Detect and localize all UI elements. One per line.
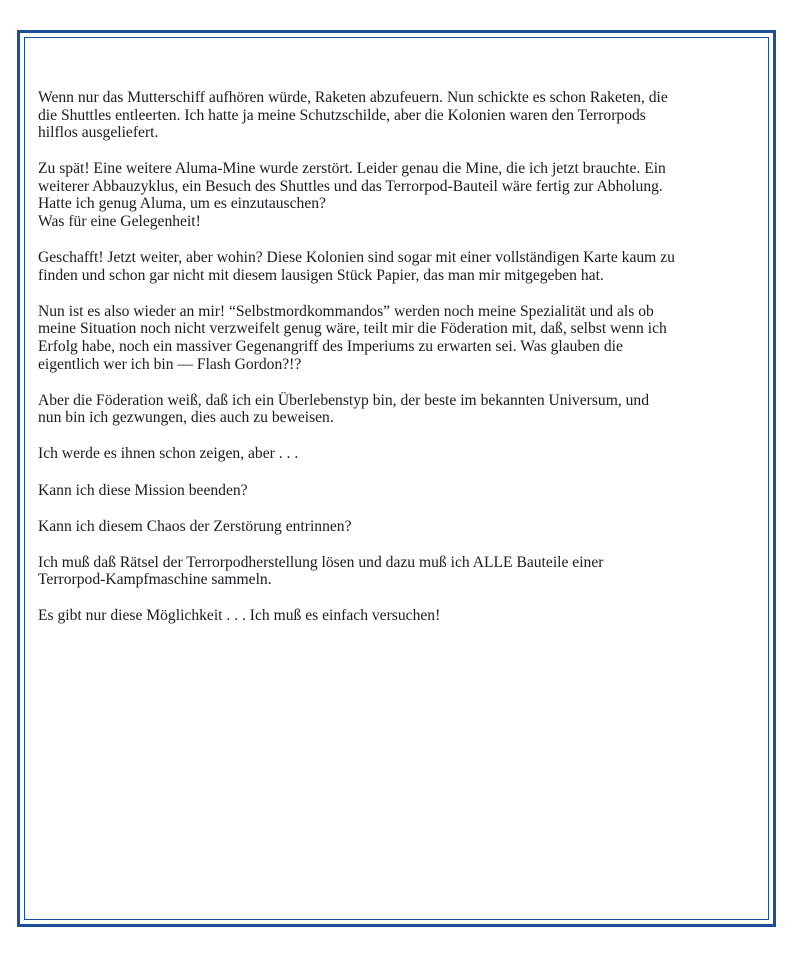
paragraph-line: nun bin ich gezwungen, dies auch zu beweisen. [38,409,334,427]
paragraph-line: eigentlich wer ich bin — Flash Gordon?!? [38,355,302,373]
paragraph-8 [38,518,758,536]
paragraph-line: die Shuttles entleerten. Ich hatte ja meine Schutzschilde, aber die Kolonien waren den Terrorpods [38,106,646,124]
paragraph-line: Aber die Föderation weiß, daß ich ein Überlebenstyp bin, der beste im bekannten Universum, und [38,391,650,409]
paragraph-3 [38,249,758,284]
paragraph-7 [38,482,758,500]
paragraph-line: Was für eine Gelegenheit! [38,213,201,231]
paragraph-line: Es gibt nur diese Möglichkeit . . . Ich muß es einfach versuchen! [38,607,441,625]
paragraph-line: Zu spät! Eine weitere Aluma-Mine wurde zerstört. Leider genau die Mine, die ich jetzt brauchte. Ein [38,160,666,178]
paragraph-line: Erfolg habe, noch ein massiver Gegenangriff des Imperiums zu erwarten sei. Was glauben die [38,338,623,356]
paragraph-line: weiterer Abbauzyklus, ein Besuch des Shuttles und das Terrorpod-Bauteil wäre fertig zur Abholung. [38,177,663,195]
paragraph-line: Ich werde es ihnen schon zeigen, aber . . . [38,445,299,463]
paragraph-4 [38,303,758,373]
paragraph-line: Kann ich diesem Chaos der Zerstörung entrinnen? [38,517,352,535]
paragraph-line: Nun ist es also wieder an mir! “Selbstmordkommandos” werden noch meine Spezialität und als ob [38,302,654,320]
paragraph-line: finden und schon gar nicht mit diesem lausigen Stück Papier, das man mir mitgegeben hat. [38,266,604,284]
paragraph-line: Hatte ich genug Aluma, um es einzutauschen? [38,195,326,213]
paragraph-line: hilflos ausgeliefert. [38,124,159,142]
paragraph-line: Kann ich diese Mission beenden? [38,481,248,499]
paragraph-2 [38,160,758,230]
paragraph-1 [38,89,758,142]
story-text [38,89,758,643]
paragraph-9 [38,554,758,589]
paragraph-line: Wenn nur das Mutterschiff aufhören würde, Raketen abzufeuern. Nun schickte es schon Raketen, die [38,89,668,106]
paragraph-line: Ich muß daß Rätsel der Terrorpodherstellung lösen und dazu muß ich ALLE Bauteile einer [38,553,604,571]
paragraph-line: Terrorpod-Kampfmaschine sammeln. [38,571,272,589]
paragraph-6 [38,445,758,463]
paragraph-line: Geschafft! Jetzt weiter, aber wohin? Diese Kolonien sind sogar mit einer vollständigen Karte kaum zu [38,249,675,267]
paragraph-line: meine Situation noch nicht verzweifelt genug wäre, teilt mir die Föderation mit, daß, selbst wenn ich [38,320,667,338]
paragraph-5 [38,392,758,427]
paragraph-10 [38,607,758,625]
